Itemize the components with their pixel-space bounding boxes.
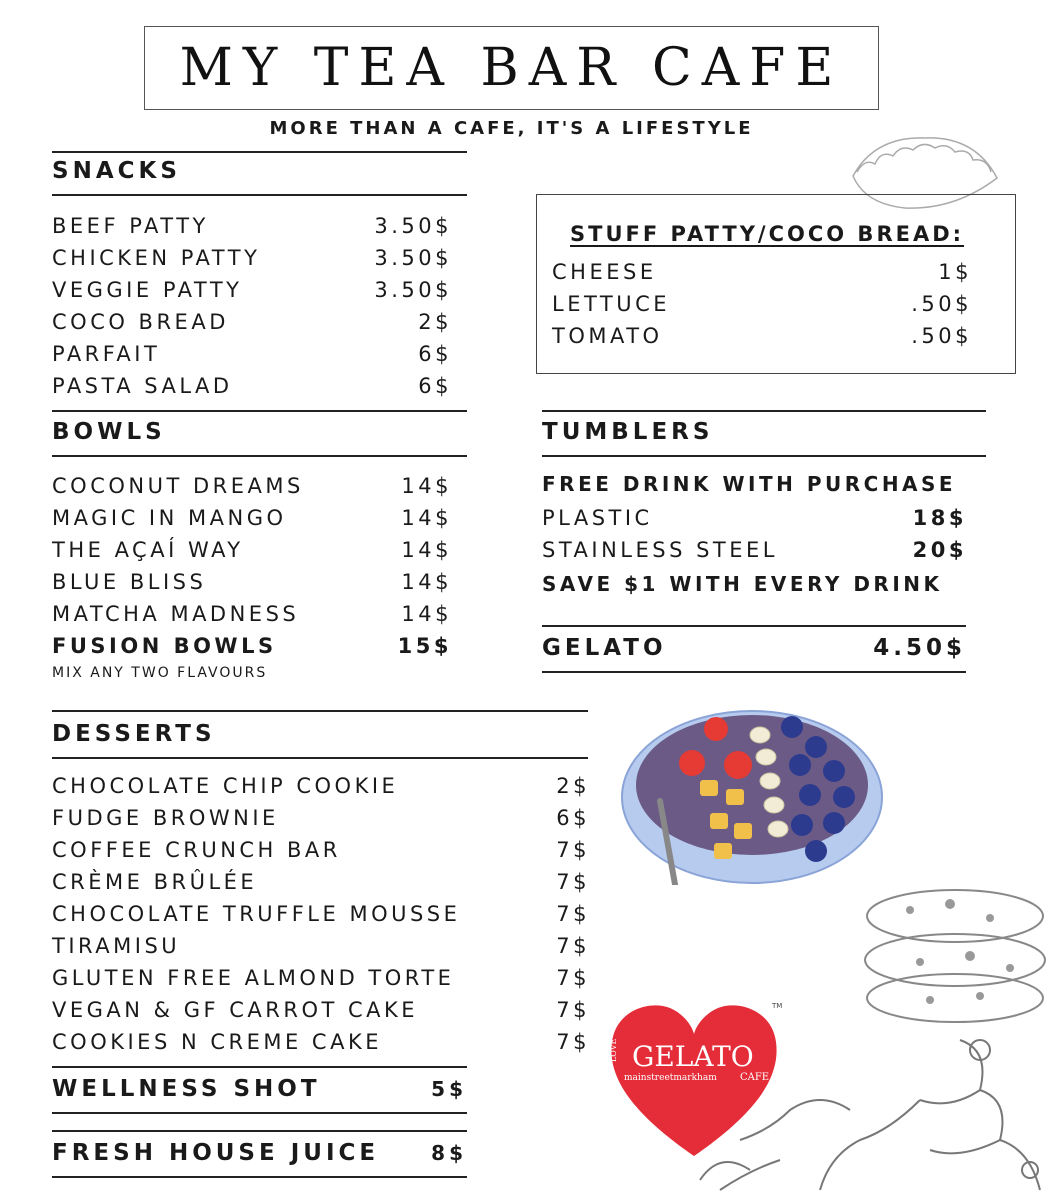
divider: [52, 151, 467, 153]
menu-item: CHICKEN PATTY 3.50$: [52, 246, 452, 270]
menu-item: CRÈME BRÛLÉE 7$: [52, 870, 590, 894]
tagline: MORE THAN A CAFE, IT'S A LIFESTYLE: [269, 118, 754, 139]
menu-item: BLUE BLISS 14$: [52, 570, 452, 594]
divider: [52, 1112, 467, 1114]
logo-love-text: LOVE: [609, 1038, 618, 1062]
menu-item: CHOCOLATE CHIP COOKIE 2$: [52, 774, 590, 798]
title-box: [144, 26, 879, 110]
menu-item: CHOCOLATE TRUFFLE MOUSSE 7$: [52, 902, 590, 926]
wellness-shot-item: WELLNESS SHOT 5$: [52, 1076, 467, 1102]
menu-item: LETTUCE .50$: [552, 292, 972, 316]
menu-item: PLASTIC 18$: [542, 506, 967, 530]
menu-item: MAGIC IN MANGO 14$: [52, 506, 452, 530]
menu-item: TOMATO .50$: [552, 324, 972, 348]
menu-item: GLUTEN FREE ALMOND TORTE 7$: [52, 966, 590, 990]
divider: [52, 1066, 467, 1068]
fusion-note: MIX ANY TWO FLAVOURS: [52, 665, 268, 681]
fresh-juice-item: FRESH HOUSE JUICE 8$: [52, 1140, 467, 1166]
menu-item: PARFAIT 6$: [52, 342, 452, 366]
menu-item: CHEESE 1$: [552, 260, 972, 284]
stuff-heading: STUFF PATTY/COCO BREAD:: [570, 222, 965, 246]
menu-item: PASTA SALAD 6$: [52, 374, 452, 398]
divider: [52, 710, 588, 712]
bowls-heading: BOWLS: [52, 419, 166, 445]
snacks-heading: SNACKS: [52, 158, 181, 184]
heart-logo-icon: [604, 998, 784, 1158]
divider: [52, 757, 588, 759]
menu-item: VEGGIE PATTY 3.50$: [52, 278, 452, 302]
menu-item-fusion: FUSION BOWLS 15$: [52, 634, 452, 658]
menu-item: COFFEE CRUNCH BAR 7$: [52, 838, 590, 862]
divider: [542, 671, 966, 673]
logo-brand-text: GELATO: [632, 1040, 754, 1073]
menu-item: STAINLESS STEEL 20$: [542, 538, 967, 562]
divider: [52, 1130, 467, 1132]
menu-item: COOKIES N CREME CAKE 7$: [52, 1030, 590, 1054]
divider: [52, 455, 467, 457]
divider: [52, 1176, 467, 1178]
tumblers-heading: TUMBLERS: [542, 419, 714, 445]
cafe-title: MY TEA BAR CAFE: [179, 38, 844, 98]
menu-item: FUDGE BROWNIE 6$: [52, 806, 590, 830]
acai-bowl-icon: [620, 705, 884, 885]
divider: [52, 194, 467, 196]
divider: [542, 455, 986, 457]
free-drink-note: FREE DRINK WITH PURCHASE: [542, 472, 957, 496]
desserts-heading: DESSERTS: [52, 721, 216, 747]
menu-item: MATCHA MADNESS 14$: [52, 602, 452, 626]
menu-item: COCO BREAD 2$: [52, 310, 452, 334]
menu-item: COCONUT DREAMS 14$: [52, 474, 452, 498]
divider: [52, 410, 467, 412]
menu-item: THE AÇAÍ WAY 14$: [52, 538, 452, 562]
menu-item: VEGAN & GF CARROT CAKE 7$: [52, 998, 590, 1022]
divider: [542, 410, 986, 412]
logo-tm-text: TM: [772, 1002, 783, 1010]
gelato-item: GELATO 4.50$: [542, 635, 966, 661]
cookies-sketch-icon: [860, 880, 1050, 1030]
menu-item: TIRAMISU 7$: [52, 934, 590, 958]
logo-sub-text: mainstreetmarkham: [624, 1073, 717, 1083]
logo-cafe-text: CAFE: [740, 1072, 770, 1083]
save-note: SAVE $1 WITH EVERY DRINK: [542, 572, 943, 596]
divider: [542, 625, 966, 627]
menu-item: BEEF PATTY 3.50$: [52, 214, 452, 238]
